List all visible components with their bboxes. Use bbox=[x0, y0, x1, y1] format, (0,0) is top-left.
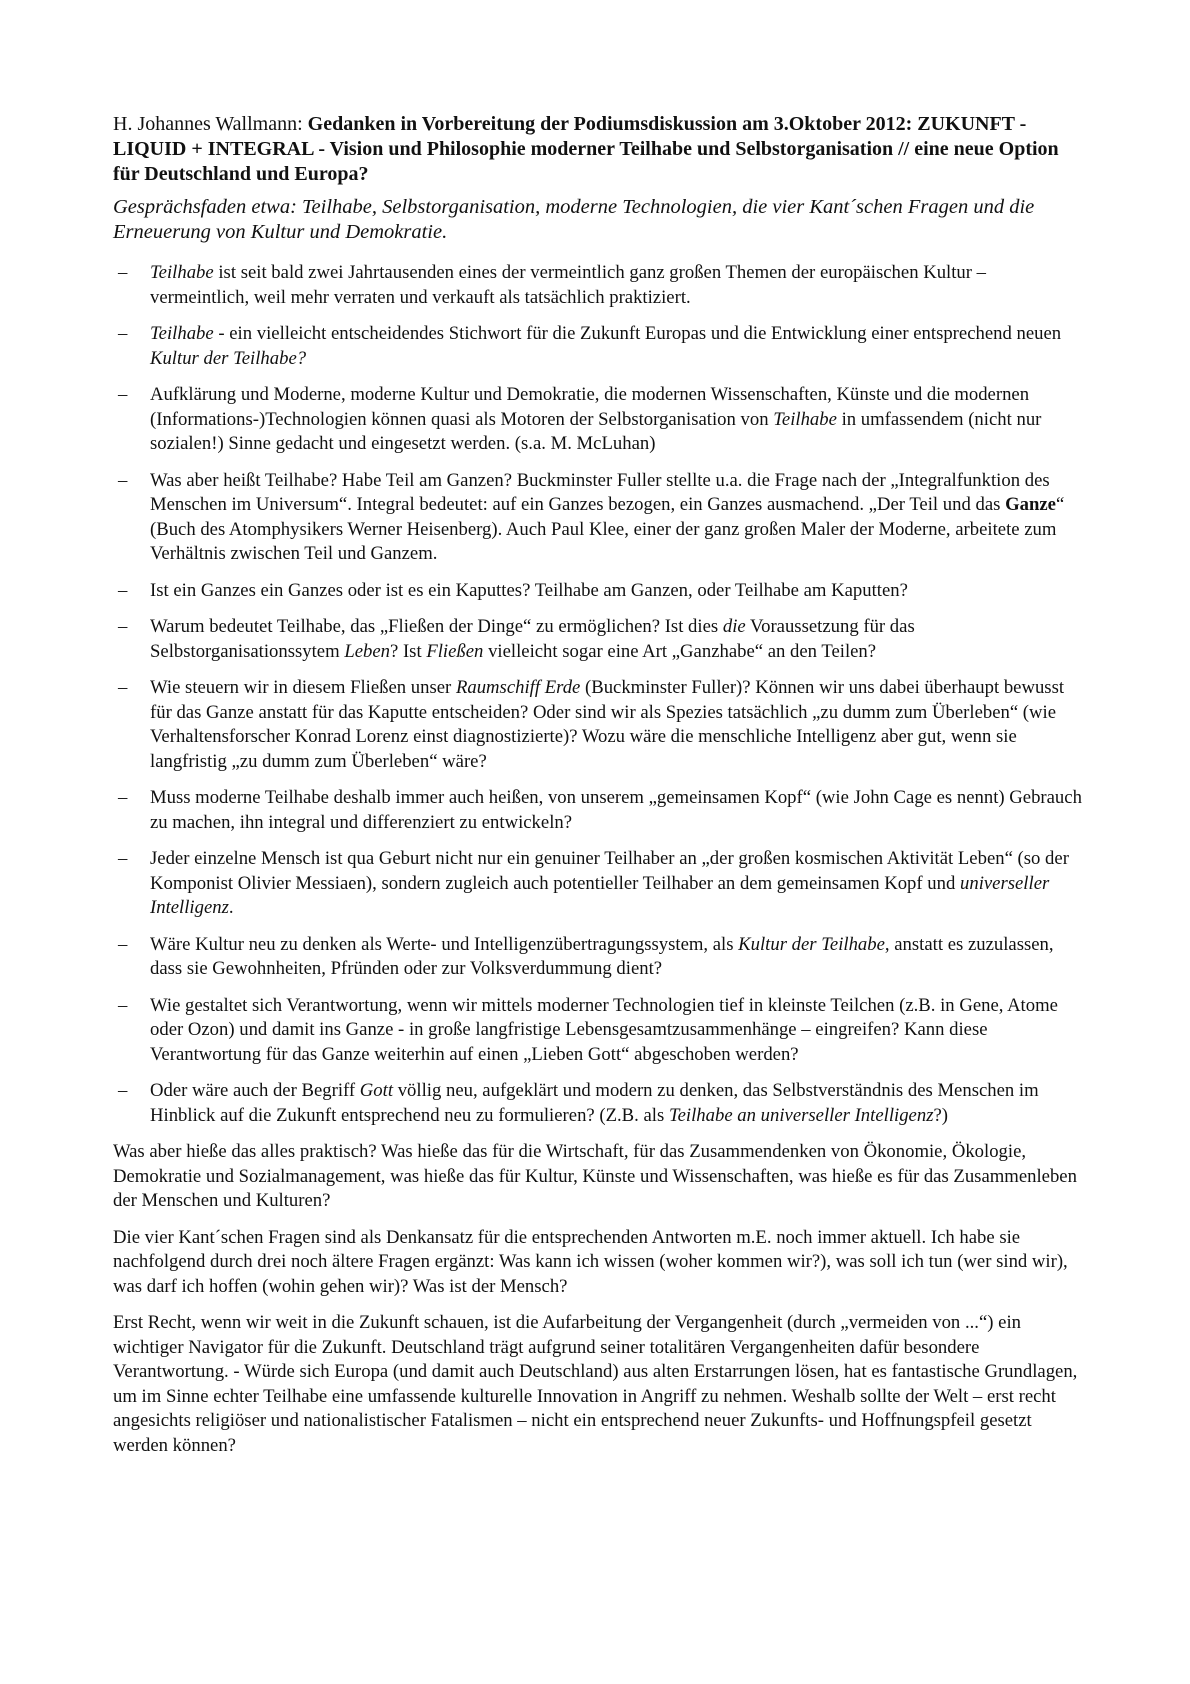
bullet-dash: – bbox=[118, 579, 128, 601]
bullet-text: in umfassendem (nicht nur sozialen!) Sinne gedacht und eingesetzt werden. (s.a. M. McLuhan) bbox=[150, 408, 1042, 454]
bullet-text: , anstatt es zuzulassen, dass sie Gewohnheiten, Pfründen oder zur Volksverdummung dient? bbox=[150, 933, 1054, 979]
bullet-emphasis: Teilhabe an universeller Intelligenz bbox=[668, 1104, 934, 1126]
bullet-item bbox=[113, 579, 1088, 604]
bullet-text: Ist ein Ganzes ein Ganzes oder ist es ein Kaputtes? Teilhabe am Ganzen, oder Teilhabe am Kaputten? bbox=[150, 579, 908, 601]
bullet-item bbox=[113, 933, 1088, 982]
document-subtitle: Gesprächsfaden etwa: Teilhabe, Selbstorganisation, moderne Technologien, die vier Kant´schen Fragen und die Erneuerung von Kultur und Demokratie. bbox=[113, 196, 1035, 243]
bullet-emphasis: Kultur der Teilhabe? bbox=[150, 347, 307, 369]
bullet-dash: – bbox=[118, 616, 128, 637]
bullet-item bbox=[113, 786, 1088, 835]
bullet-dash: – bbox=[118, 933, 128, 955]
bullet-text: Muss moderne Teilhabe deshalb immer auch heißen, von unserem „gemeinsamen Kopf“ (wie John Cage es nennt) Gebrauch zu machen, ihn integral und differenziert zu entwickeln? bbox=[150, 787, 1082, 833]
bullet-emphasis: Kultur der Teilhabe bbox=[738, 933, 885, 955]
bullet-item bbox=[113, 615, 1088, 664]
bullet-text: Voraussetzung für das Selbstorganisationssytem bbox=[150, 616, 915, 662]
bullet-item bbox=[113, 847, 1088, 921]
document-title bbox=[113, 112, 1088, 187]
bullet-dash: – bbox=[118, 677, 128, 698]
bullet-emphasis: Teilhabe bbox=[773, 408, 837, 430]
title-author: H. Johannes Wallmann: bbox=[113, 113, 308, 135]
bullet-emphasis: Teilhabe bbox=[150, 323, 214, 344]
bullet-dash: – bbox=[118, 323, 128, 344]
bullet-text: Wie gestaltet sich Verantwortung, wenn wir mittels moderner Technologien tief in kleinste Teilchen (z.B. in Gene, Atome oder Ozon) und damit ins Ganze - in große langfristige Lebensgesamtzusammenhänge – eingreifen? Kann diese Verantwortung für das Ganze weiterhin auf einen „Lieben Gott“ abgeschoben werden? bbox=[150, 994, 1058, 1065]
bullet-emphasis: Gott bbox=[359, 1080, 394, 1101]
bullet-item bbox=[113, 261, 1088, 310]
bullet-text: ?) bbox=[933, 1104, 948, 1126]
bullet-item bbox=[113, 469, 1088, 567]
bullet-dash: – bbox=[118, 848, 128, 869]
bullet-dash: – bbox=[118, 1080, 128, 1101]
bullet-text: Warum bedeutet Teilhabe, das „Fließen der Dinge“ zu ermöglichen? Ist dies bbox=[150, 616, 723, 637]
bullet-text: ? Ist bbox=[389, 640, 427, 662]
bullet-dash: – bbox=[118, 262, 128, 283]
bullet-text: vielleicht sogar eine Art „Ganzhabe“ an den Teilen? bbox=[483, 640, 877, 662]
bullet-emphasis: Leben bbox=[344, 640, 390, 662]
document-content bbox=[113, 112, 1088, 1470]
bullet-item bbox=[113, 322, 1088, 371]
bullet-emphasis: Fließen bbox=[426, 640, 484, 662]
body-paragraph: Erst Recht, wenn wir weit in die Zukunft schauen, ist die Aufarbeitung der Vergangenheit (durch „vermeiden von ...“) ein wichtiger Navigator für die Zukunft. Deutschland trägt aufgrund seiner totalitären Vergangenheiten dafür besondere Verantwortung. - Würde sich Europa (und damit auch Deutschland) aus alten Erstarrungen lösen, hat es fantastische Grundlagen, um im Sinne echter Teilhabe eine umfassende kulturelle Innovation in Angriff zu nehmen. Weshalb sollte der Welt – erst recht angesichts religiöser und nationalistischer Fatalismen – nicht ein entsprechend neuer Zukunfts- und Hoffnungspfeil gesetzt werden können? bbox=[113, 1312, 1078, 1456]
bullet-text: Wie steuern wir in diesem Fließen unser bbox=[150, 677, 456, 698]
bullet-text: “ (Buch des Atomphysikers Werner Heisenberg). Auch Paul Klee, einer der ganz großen Maler der Moderne, arbeitete zum Verhältnis zwischen Teil und Ganzem. bbox=[150, 494, 1065, 564]
bullet-text: Oder wäre auch der Begriff bbox=[150, 1080, 360, 1101]
title-heading: Gedanken in Vorbereitung der Podiumsdiskussion am 3.Oktober 2012: ZUKUNFT - LIQUID + INTEGRAL - Vision und Philosophie moderner Teilhabe und Selbstorganisation // eine neue Option für Deutschland und Europa? bbox=[113, 113, 1059, 185]
bullet-emphasis: Teilhabe bbox=[150, 262, 214, 283]
bullet-dash: – bbox=[118, 787, 128, 808]
bullet-item bbox=[113, 994, 1088, 1068]
bullet-text: Was aber heißt Teilhabe? Habe Teil am Ganzen? Buckminster Fuller stellte u.a. die Frage nach der „Integralfunktion des Menschen im Universum“. Integral bedeutet: auf ein Ganzes bezogen, ein Ganzes ausmachend. „Der Teil und das bbox=[150, 469, 1050, 515]
body-paragraph: Die vier Kant´schen Fragen sind als Denkansatz für die entsprechenden Antworten m.E. noch immer aktuell. Ich habe sie nachfolgend durch drei noch ältere Fragen ergänzt: Was kann ich wissen (woher kommen wir?), was soll ich tun (wer sind wir), was darf ich hoffen (wohin gehen wir)? Was ist der Mensch? bbox=[113, 1226, 1068, 1297]
bullet-text: völlig neu, aufgeklärt und modern zu denken, das Selbstverständnis des Menschen im Hinblick auf die Zukunft entsprechend neu zu formulieren? (Z.B. als bbox=[150, 1080, 1039, 1126]
bullet-text: (Buckminster Fuller)? Können wir uns dabei überhaupt bewusst für das Ganze anstatt für das Kaputte entscheiden? Oder sind wir als Spezies tatsächlich „zu dumm zum Überleben“ (wie Verhaltensforscher Konrad Lorenz einst diagnostizierte)? Wozu wäre die menschliche Intelligenz aber gut, wenn sie langfristig „zu dumm zum Überleben“ wäre? bbox=[150, 677, 1065, 772]
bullet-dash: – bbox=[118, 384, 128, 405]
bullet-emphasis: universeller Intelligenz bbox=[150, 872, 1050, 918]
bullet-bold: Ganze bbox=[1005, 494, 1056, 515]
bullet-emphasis: die bbox=[722, 616, 746, 637]
bullet-item bbox=[113, 383, 1088, 457]
bullet-list bbox=[113, 261, 1088, 1128]
bullet-text: - ein vielleicht entscheidendes Stichwort für die Zukunft Europas und die Entwicklung einer entsprechend neuen bbox=[213, 323, 1062, 344]
bullet-text: Jeder einzelne Mensch ist qua Geburt nicht nur ein genuiner Teilhaber an „der großen kosmischen Aktivität Leben“ (so der Komponist Olivier Messiaen), sondern zugleich auch potentieller Teilhaber an dem gemeinsamen Kopf und bbox=[150, 848, 1069, 894]
bullet-text: Aufklärung und Moderne, moderne Kultur und Demokratie, die modernen Wissenschaften, Künste und die modernen (Informations-)Technologien können quasi als Motoren der Selbstorganisation von bbox=[150, 384, 1030, 430]
bullet-dash: – bbox=[118, 469, 128, 491]
bullet-text: Wäre Kultur neu zu denken als Werte- und Intelligenzübertragungssystem, als bbox=[150, 933, 739, 955]
bullet-emphasis: Raumschiff Erde bbox=[455, 677, 581, 698]
body-paragraph: Was aber hieße das alles praktisch? Was hieße das für die Wirtschaft, für das Zusammendenken von Ökonomie, Ökologie, Demokratie und Sozialmanagement, was hieße das für Kultur, Künste und Wissenschaften, was hieße es für das Zusammenleben der Menschen und Kulturen? bbox=[113, 1141, 1077, 1211]
bullet-item bbox=[113, 676, 1088, 774]
bullet-dash: – bbox=[118, 994, 128, 1016]
bullet-text: ist seit bald zwei Jahrtausenden eines der vermeintlich ganz großen Themen der europäischen Kultur – vermeintlich, weil mehr verraten und verkauft als tatsächlich praktiziert. bbox=[150, 262, 987, 308]
bullet-item bbox=[113, 1079, 1088, 1128]
bullet-text: . bbox=[228, 897, 234, 918]
